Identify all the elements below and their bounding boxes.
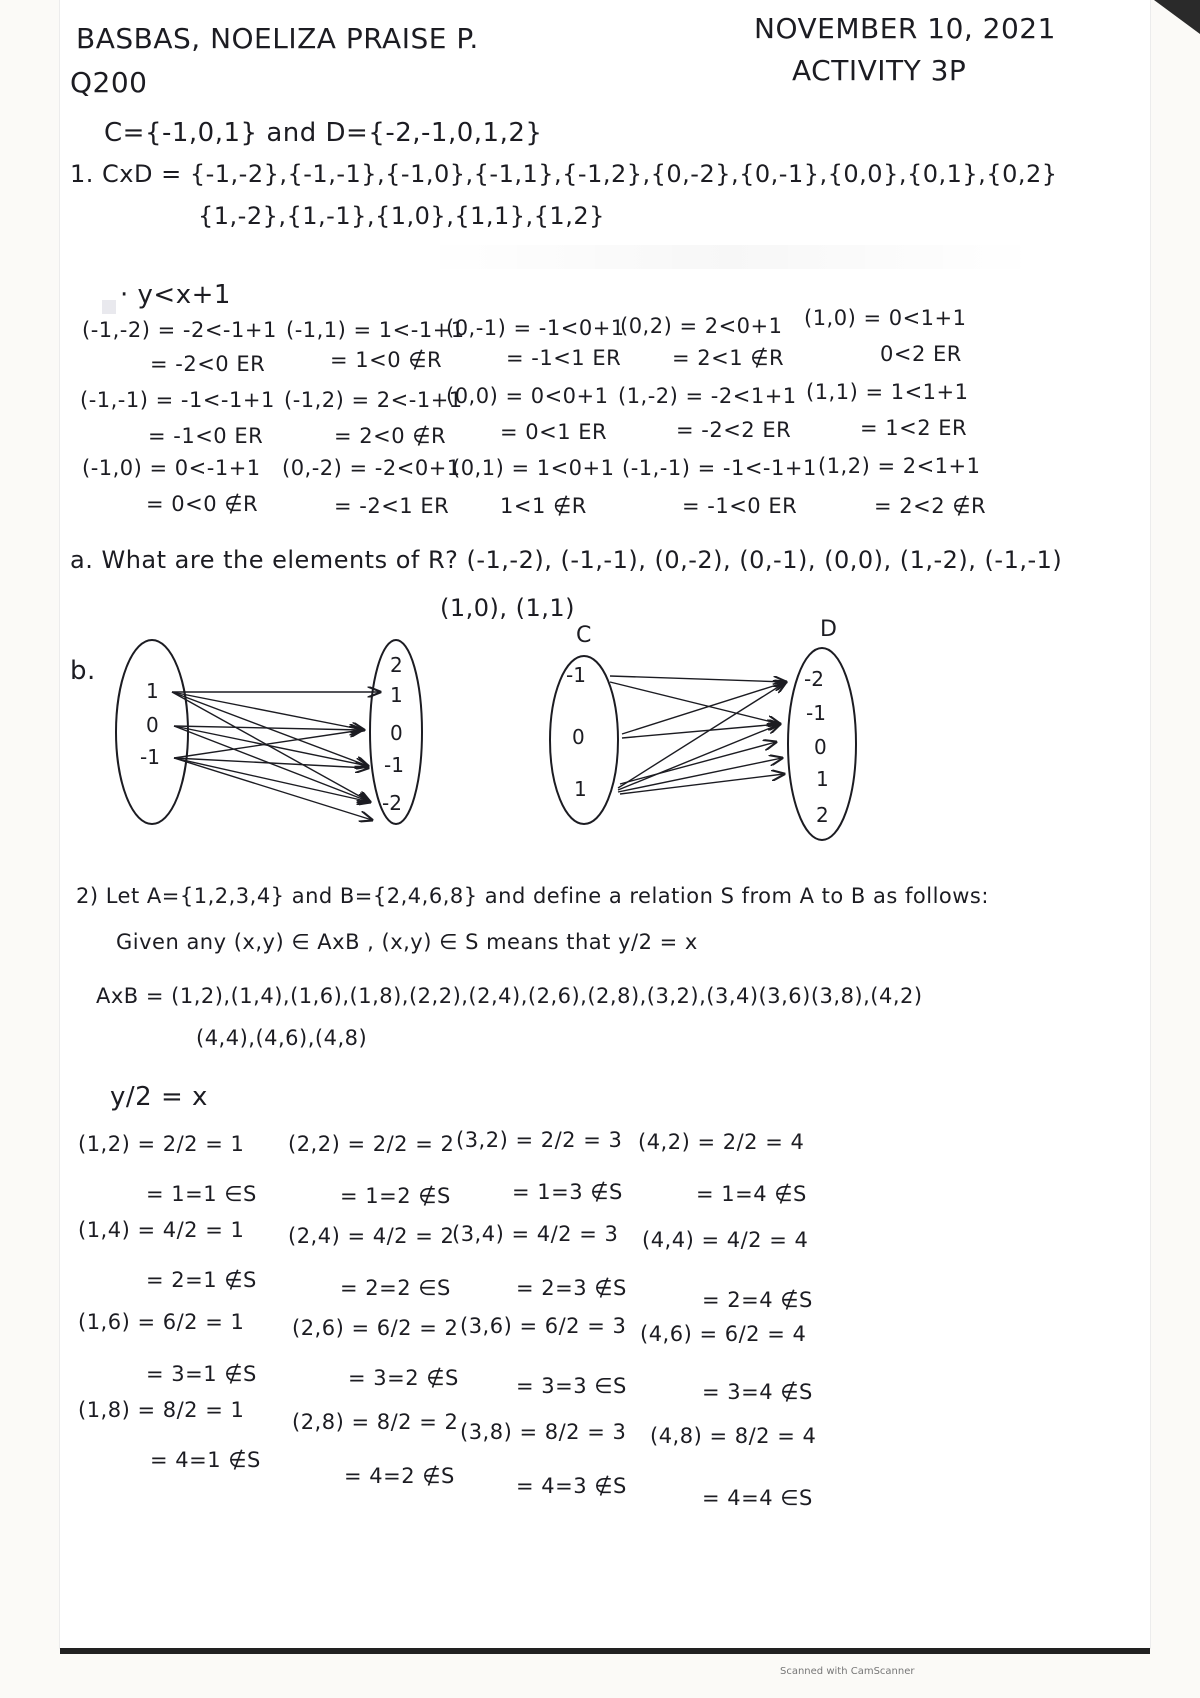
eval-line: (-1,2) = 2<-1+1 [284,388,463,412]
set-label-c: C [576,623,592,648]
codomain-element: 0 [390,721,403,745]
date: NOVEMBER 10, 2021 [754,12,1056,45]
eval-result: = 2=4 ∉S [702,1288,813,1312]
eval-result: 1<1 ∉R [500,494,587,518]
page-corner-shadow [1154,0,1200,34]
eval-line: (1,-2) = -2<1+1 [618,384,797,408]
relation-arrows [610,676,786,794]
paper-smudge [420,245,1040,269]
eval-result: 0<2 ER [880,342,962,366]
eval-line: (-1,-1) = -1<-1+1 [80,388,275,412]
problem2-condition: Given any (x,y) ∈ AxB , (x,y) ∈ S means that y/2 = x [116,930,698,954]
eval-result: = 3=4 ∉S [702,1380,813,1404]
eval-line: (-1,-1) = -1<-1+1 [622,456,817,480]
eval-result: = 0<0 ∉R [146,492,259,516]
eval-line: (1,0) = 0<1+1 [804,306,967,330]
set-label-d: D [820,617,837,642]
eval-line: (2,8) = 8/2 = 2 [292,1410,459,1434]
question-a-continued: (1,0), (1,1) [440,594,576,622]
set-d-element: -2 [804,667,824,691]
eval-line: (1,2) = 2<1+1 [818,454,981,478]
eval-result: = 2=2 ∈S [340,1276,451,1300]
eval-line: (2,2) = 2/2 = 2 [288,1132,455,1156]
eval-result: = -1<1 ER [506,346,622,370]
eval-line: (1,2) = 2/2 = 1 [78,1132,245,1156]
activity-title: ACTIVITY 3P [792,54,967,87]
eval-line: (-1,-2) = -2<-1+1 [82,318,277,342]
eval-line: (0,0) = 0<0+1 [446,384,609,408]
eval-result: = 3=3 ∈S [516,1374,627,1398]
eval-result: = 2<2 ∉R [874,494,987,518]
codomain-element: 2 [390,653,403,677]
eval-result: = 4=2 ∉S [344,1464,455,1488]
eval-result: = 1=4 ∉S [696,1182,807,1206]
eval-result: = 2<1 ∉R [672,346,785,370]
set-d-element: 2 [816,803,829,827]
eval-line: (3,4) = 4/2 = 3 [452,1222,619,1246]
sets-definition: C={-1,0,1} and D={-2,-1,0,1,2} [104,118,543,148]
set-c-element: 0 [572,725,585,749]
eval-result: = -2<0 ER [150,352,266,376]
set-c-element: 1 [574,777,587,801]
set-d-element: 1 [816,767,829,791]
eval-result: = 2=3 ∉S [516,1276,627,1300]
eval-line: (3,6) = 6/2 = 3 [460,1314,627,1338]
codomain-element: -1 [384,753,404,777]
eval-result: = -2<2 ER [676,418,792,442]
eval-result: = 2=1 ∉S [146,1268,257,1292]
eval-line: (0,2) = 2<0+1 [620,314,783,338]
axb-line-1: AxB = (1,2),(1,4),(1,6),(1,8),(2,2),(2,4),(2,6),(2,8),(3,2),(3,4)(3,6)(3,8),(4,2) [96,984,923,1008]
eval-result: = 1=3 ∉S [512,1180,623,1204]
cross-product-line-2: {1,-2},{1,-1},{1,0},{1,1},{1,2} [198,202,605,230]
student-name: BASBAS, NOELIZA PRAISE P. [76,22,479,55]
eval-result: = 3=1 ∉S [146,1362,257,1386]
codomain-element: 1 [390,683,403,707]
eval-line: (4,4) = 4/2 = 4 [642,1228,809,1252]
eval-result: = 1=2 ∉S [340,1184,451,1208]
question-a: a. What are the elements of R? (-1,-2), (-1,-1), (0,-2), (0,-1), (0,0), (1,-2), (-1,-1) [70,546,1063,574]
eval-line: (3,8) = 8/2 = 3 [460,1420,627,1444]
eval-result: = 0<1 ER [500,420,608,444]
set-c-element: -1 [566,663,586,687]
eval-line: (1,8) = 8/2 = 1 [78,1398,245,1422]
set-d-element: 0 [814,735,827,759]
eval-line: (3,2) = 2/2 = 3 [456,1128,623,1152]
scanner-watermark: Scanned with CamScanner [780,1666,915,1677]
domain-element: 0 [146,713,159,737]
eval-result: = -1<0 ER [682,494,798,518]
eval-line: (-1,1) = 1<-1+1 [286,318,465,342]
set-d-element: -1 [806,701,826,725]
arrow-diagram-left [100,630,440,840]
domain-element: -1 [140,745,160,769]
arrow-diagram-right [540,616,920,846]
codomain-element: -2 [382,791,402,815]
eval-line: (1,1) = 1<1+1 [806,380,969,404]
eval-result: = 4=4 ∈S [702,1486,813,1510]
eval-result: = -2<1 ER [334,494,450,518]
section-code: Q200 [70,66,148,99]
eval-line: (4,6) = 6/2 = 4 [640,1322,807,1346]
eval-result: = -1<0 ER [148,424,264,448]
page-bottom-edge [60,1648,1150,1654]
redaction-mark [102,300,116,314]
eval-line: (0,-2) = -2<0+1 [282,456,461,480]
eval-line: (1,4) = 4/2 = 1 [78,1218,245,1242]
eval-line: (4,2) = 2/2 = 4 [638,1130,805,1154]
relation-rule: · y<x+1 [120,280,231,310]
eval-result: = 4=1 ∉S [150,1448,261,1472]
cross-product-line-1: 1. CxD = {-1,-2},{-1,-1},{-1,0},{-1,1},{-1,2},{0,-2},{0,-1},{0,0},{0,1},{0,2} [70,160,1058,188]
eval-line: (4,8) = 8/2 = 4 [650,1424,817,1448]
eval-result: = 4=3 ∉S [516,1474,627,1498]
s-rule: y/2 = x [110,1082,208,1112]
axb-line-2: (4,4),(4,6),(4,8) [196,1026,368,1050]
eval-line: (-1,0) = 0<-1+1 [82,456,261,480]
relation-arrows [172,692,380,820]
eval-result: = 1<2 ER [860,416,968,440]
part-b-label: b. [70,656,96,686]
eval-result: = 2<0 ∉R [334,424,447,448]
eval-line: (0,-1) = -1<0+1 [446,316,625,340]
eval-result: = 1=1 ∈S [146,1182,257,1206]
eval-result: = 1<0 ∉R [330,348,443,372]
eval-line: (2,6) = 6/2 = 2 [292,1316,459,1340]
eval-line: (2,4) = 4/2 = 2 [288,1224,455,1248]
domain-element: 1 [146,679,159,703]
problem2-statement: 2) Let A={1,2,3,4} and B={2,4,6,8} and define a relation S from A to B as follows: [76,884,989,908]
eval-line: (1,6) = 6/2 = 1 [78,1310,245,1334]
eval-line: (0,1) = 1<0+1 [452,456,615,480]
eval-result: = 3=2 ∉S [348,1366,459,1390]
